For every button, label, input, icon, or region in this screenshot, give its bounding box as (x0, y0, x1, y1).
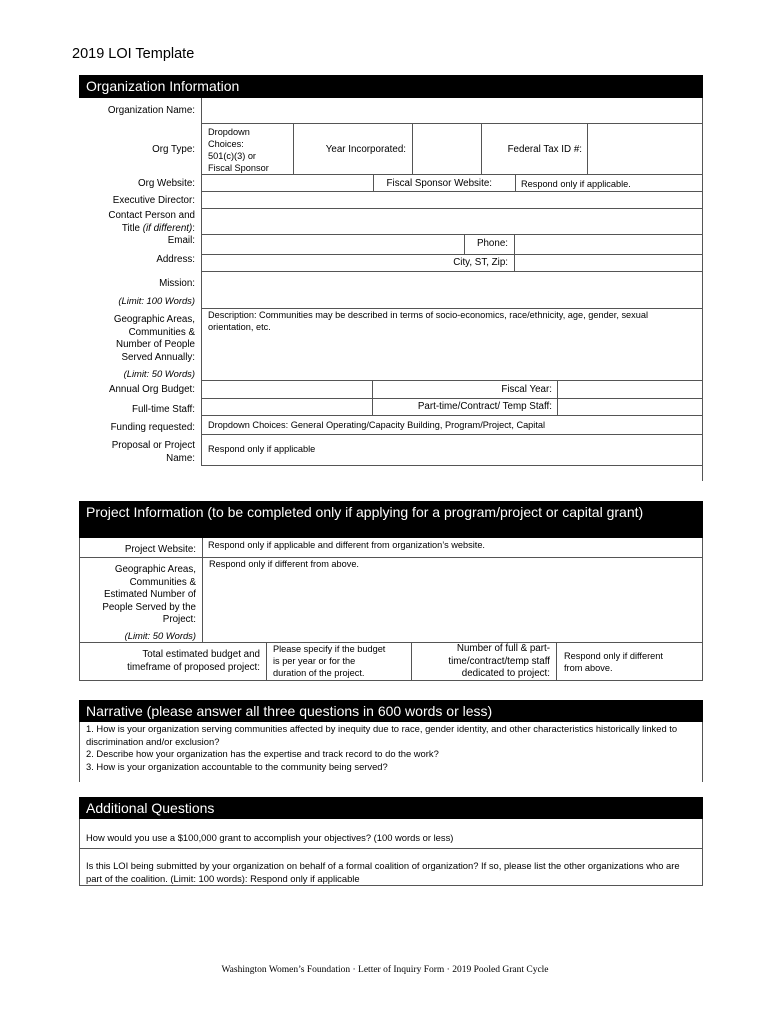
project-website-field[interactable]: Respond only if applicable and different from organization’s website. (208, 540, 485, 550)
additional-question-2[interactable]: Is this LOI being submitted by your organization on behalf of a formal coalition of organization? If so, please list the other organizations who are part of the coalition. (Limit: 100 words): Respond only if applicable (86, 860, 680, 884)
mission-field[interactable] (202, 272, 702, 308)
org-website-label: Org Website: (138, 178, 195, 189)
city-st-zip-label: City, ST, Zip: (453, 257, 508, 268)
geo-areas-limit: (Limit: 50 Words) (123, 368, 195, 379)
org-name-label: Organization Name: (107, 105, 195, 116)
project-website-label: Project Website: (124, 544, 196, 555)
narrative-question-2: 2. Describe how your organization has the expertise and track record to do the work? (86, 748, 439, 759)
project-geo-areas-label: Geographic Areas, Communities & Estimated Number of People Served by the Project: (102, 564, 196, 625)
full-time-staff-field[interactable] (202, 399, 372, 415)
email-label: Email: (167, 235, 195, 246)
project-budget-label: Total estimated budget and timeframe of proposed project: (127, 649, 260, 673)
project-budget-field[interactable]: Please specify if the budget is per year or for the duration of the project. (273, 644, 386, 678)
phone-field[interactable] (515, 235, 702, 254)
narrative-question-1: 1. How is your organization serving communities affected by inequity due to race, gender identity, and other characteristics historically linked to discrimination and/or exclusion? (86, 723, 678, 747)
org-section-header: Organization Information (79, 75, 703, 98)
narrative-questions[interactable] (86, 723, 696, 773)
geo-areas-field[interactable]: Description: Communities may be described in terms of socio-economics, race/ethnicity, age, gender, sexual orientation, etc. (208, 310, 649, 332)
contact-person-field[interactable] (202, 209, 702, 234)
annual-org-budget-label: Annual Org Budget: (108, 384, 195, 395)
year-incorporated-field[interactable] (413, 124, 481, 174)
phone-label: Phone: (476, 238, 508, 249)
project-staff-field[interactable]: Respond only if different from above. (564, 651, 663, 673)
fiscal-sponsor-website-field[interactable]: Respond only if applicable. (521, 179, 631, 189)
project-geo-limit: (Limit: 50 Words) (124, 630, 196, 641)
annual-org-budget-field[interactable] (202, 381, 372, 398)
additional-section-header: Additional Questions (79, 797, 703, 819)
narrative-question-3: 3. How is your organization accountable to the community being served? (86, 760, 388, 772)
mission-limit: (Limit: 100 Words) (118, 295, 195, 306)
proposal-name-field[interactable]: Respond only if applicable (208, 444, 316, 454)
fiscal-year-label: Fiscal Year: (501, 384, 552, 395)
contact-person-label: Contact Person and Title (if different): (108, 210, 195, 234)
city-st-zip-field[interactable] (515, 255, 702, 271)
funding-requested-label: Funding requested: (110, 422, 195, 433)
executive-director-field[interactable] (202, 192, 702, 208)
document-title: 2019 LOI Template (72, 46, 195, 62)
year-incorporated-label: Year Incorporated: (325, 144, 406, 155)
org-type-label: Org Type: (152, 144, 195, 155)
full-time-staff-label: Full-time Staff: (132, 404, 195, 415)
federal-tax-id-label: Federal Tax ID #: (507, 144, 582, 155)
project-geo-areas-field[interactable]: Respond only if different from above. (209, 559, 359, 569)
narrative-section-header: Narrative (please answer all three questions in 600 words or less) (79, 700, 703, 722)
executive-director-label: Executive Director: (112, 195, 195, 206)
email-field[interactable] (202, 235, 464, 254)
proposal-name-label: Proposal or Project Name: (111, 440, 195, 464)
mission-label: Mission: (159, 278, 195, 289)
additional-question-1[interactable]: How would you use a $100,000 grant to accomplish your objectives? (100 words or less) (86, 832, 454, 843)
geo-areas-label: Geographic Areas, Communities & Number of People Served Annually: (113, 314, 195, 363)
address-label: Address: (156, 254, 195, 265)
address-field[interactable] (202, 255, 427, 271)
project-staff-label: Number of full & part- time/contract/temp staff dedicated to project: (448, 643, 550, 679)
fiscal-year-field[interactable] (558, 381, 702, 398)
page-footer: Washington Women’s Foundation · Letter of Inquiry Form · 2019 Pooled Grant Cycle (221, 965, 549, 975)
org-name-field[interactable] (202, 99, 702, 123)
part-time-staff-label: Part-time/Contract/ Temp Staff: (417, 401, 552, 412)
funding-requested-dropdown[interactable]: Dropdown Choices: General Operating/Capacity Building, Program/Project, Capital (208, 420, 546, 430)
part-time-staff-field[interactable] (558, 399, 702, 415)
fiscal-sponsor-website-label: Fiscal Sponsor Website: (386, 178, 492, 189)
org-website-field[interactable] (202, 175, 373, 191)
org-type-dropdown[interactable]: Dropdown Choices: 501(c)(3) or Fiscal Sponsor (208, 127, 269, 173)
federal-tax-id-field[interactable] (588, 124, 702, 174)
project-section-header: Project Information (to be completed only if applying for a program/project or capital grant) (79, 501, 703, 538)
